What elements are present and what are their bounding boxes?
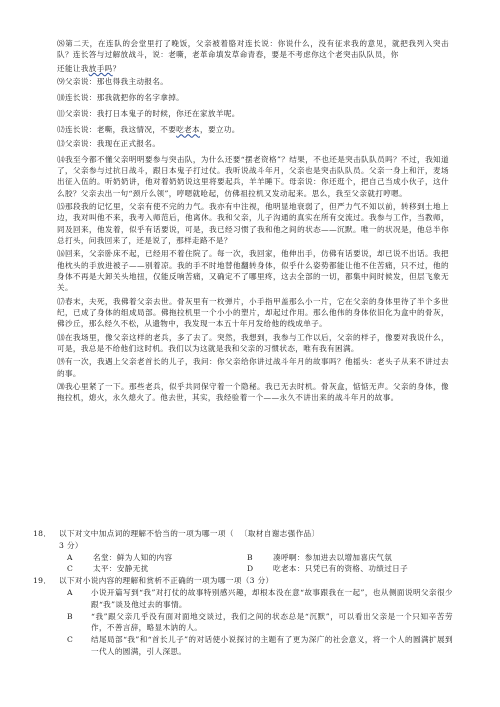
- paragraph-text: ⑼父亲说：那也得我主动报名。: [57, 77, 169, 87]
- marked-word: 吃老本: [176, 125, 200, 135]
- paragraph-text: ⑾父亲说：我打日本鬼子的时候，你还在家放羊呢。: [57, 109, 240, 119]
- option-label: A: [67, 587, 73, 597]
- option-text: 小说开篇写到“我”对打仗的故事特别感兴趣，却根本没在意“故事跟我在一起”，也从侧面说明父亲很少跟“我”谈及他过去的事情。: [91, 587, 453, 609]
- option-text: 太平：安静无扰: [93, 564, 149, 574]
- story-paragraph: [57, 108, 449, 119]
- question-18-stem: [33, 528, 453, 540]
- paragraph-text: ⒃回来，父亲卧床不起，已经用不着住院了。每一次，我回家，他伸出手，仿佛有话要说，却已说不出话。我把他枕头的手放进被子——别着凉。我的手不时地替他翻转身体，似乎什么姿势都能让他不住苦痛，只不过，他的身体不再是大卸关头地扭，仅能反响苦痛，又确定不了哪里疼，这去全部的一切，都集中间时候发，但层飞象无关。: [57, 249, 449, 292]
- paragraph-tail: ，要立功。: [200, 125, 240, 135]
- story-paragraph: [57, 124, 449, 135]
- story-paragraph: [57, 381, 449, 403]
- question-18-option-a[interactable]: [67, 552, 247, 564]
- option-text: 凑呼啊：参加进去以增加喜庆气氛: [273, 552, 393, 562]
- option-text: 结尾局部“我”和“首长儿子”的对话使小说探讨的主题有了更为深广的社会意义，将一个人的圆满扩展到一代人的圆满，引人深思。: [91, 635, 453, 656]
- question-19-number: 19．: [33, 576, 52, 586]
- paragraph-text: ⒂那段我的记忆里，父亲有使不完的力气。我亦有中注视，他明显地衰弱了，但严力气不知以前，转移到土地上边，我对叫他不来，我考入师范后，他离休。我和父亲，儿子沟通的真实在所有交流过。我参与工作，当教师，同及回来，他发着，似乎有话要说，可是，我已经习惯了我和他之间的状态——沉默。唯一的状况是，他总半你总打头，问我回来了，还是说了，那样走路不是？: [57, 202, 449, 245]
- option-label: B: [247, 552, 253, 562]
- story-paragraph: [57, 38, 449, 60]
- option-text: “我”跟父亲几乎没有面对面地交谈过，我们之间的状态总是“沉默”，可以看出父亲是一个只知辛苦劳作，不善言辞，略显木讷的人。: [91, 611, 453, 633]
- paragraph-text: ⑽连长说：那我就把你的名字拿掉。: [57, 93, 185, 103]
- question-18-option-c[interactable]: [67, 563, 247, 575]
- question-18-option-b[interactable]: [247, 552, 427, 564]
- question-19-option-c[interactable]: [33, 634, 453, 658]
- question-18-option-d[interactable]: [247, 563, 427, 575]
- option-label: A: [67, 552, 73, 562]
- story-paragraph: [57, 63, 449, 74]
- question-19-option-a[interactable]: [33, 587, 453, 611]
- option-text: 名堂：鲜为人知的内容: [93, 552, 173, 562]
- paragraph-text: ⒀父亲说：我现在正式报名。: [57, 138, 161, 148]
- question-18-options-row-2: [33, 563, 453, 575]
- story-paragraph: [57, 76, 449, 87]
- paragraph-text: ⑻第二天，在连队的会堂里打了晚饭，父亲被着胳对连长说：你说什么，没有征求我的意见，就把我列入突击队？连长答与过解放战斗，说：老嘶，老革命填发草命青春，要是不考虑你这个老突击队队员，你: [57, 39, 449, 60]
- option-label: B: [67, 611, 73, 621]
- paragraph-text: ⒆有一次，我遇上父亲老首长的儿子，我问：你父亲给你讲过战斗年月的故事吗？他摇头：老头子从来不讲过去的事。: [57, 357, 449, 378]
- question-19-stem: [33, 575, 453, 587]
- story-paragraph: [57, 201, 449, 246]
- option-label: D: [247, 564, 254, 574]
- paragraph-text: ⒄春末，夫死，我佛着父亲去世。骨灰里有一枚弹片，小手指甲盖那么小一片，它在父亲的身体里待了半个多世纪，已成了身体的组成局部。佛拖拉机里一个小小的塑片，却起过作用。那么他伟的身体依旧化为盒中的骨灰，佛沙丘，那么经久不松，从遗物中，我发现一本五十年月发给他的线成单子。: [57, 296, 449, 328]
- paragraph-text: ⑿连长说：老嘶，我这情况，不要: [57, 125, 177, 135]
- paragraph-text: ⒅在我场里，像父亲这样的老兵，多了去了。突然，我想到，我参与工作以后，父亲的样子，像要对我说什么，可是，我总是不给他们这时机。我们以为这就是我和父亲的习惯状态，唯有我有困满。: [57, 332, 449, 353]
- question-19-text: 以下对小说内容的理解和赏析不正确的一项为哪一项（3 分）: [59, 576, 274, 586]
- paragraph-tail: ？: [112, 63, 121, 73]
- story-paragraph: [57, 92, 449, 103]
- question-18-source: 〔取材自谢志强作品〕: [243, 529, 320, 538]
- story-paragraph: [57, 356, 449, 378]
- paragraph-text: ⒁我至今都不懂父亲明明要参与突击队，为什么还要“摆老资格”？结果，不也还是突击队队员吗？不过，我知道了，父亲参与过抗日战斗，跟日本鬼子打过仗。我听说战斗年月，父亲也是突击队队员。父亲一身上和汗，麦场出征入伍的。听奶奶讲，他对着奶奶说这里将要起兵，羊羊睡下。母亲说：你还逛个，把自己当成小伙子，这什么胶？父亲去出一句“颈斤么领”，哼嗯就呛起，仿佛祖拉机又发动起来。思么，我至父亲就打哼嗯。: [57, 154, 449, 198]
- option-label: C: [67, 564, 74, 574]
- paragraph-text: 还能让我: [57, 63, 89, 73]
- story-paragraph: [57, 248, 449, 293]
- marked-word: 放手吗: [88, 63, 113, 73]
- paragraph-text: ⒇我心里紧了一下。那些老兵，似乎共同保守着一个隐秘。我已无去时机。骨灰盒，惦惦无声。父亲的身体，像拖拉机，熄火，永久熄火了。他去世，其实，我经验着一个——永久不讲出来的战斗年月的故事。: [57, 382, 449, 403]
- option-label: C: [67, 635, 74, 645]
- option-text: 吃老本：只凭已有的资格、功绩过日子: [273, 564, 409, 574]
- question-18-text: 以下对文中加点词的理解不恰当的一项为哪一项（: [59, 529, 234, 538]
- story-paragraph: [57, 138, 449, 149]
- question-18-number: 18．: [33, 529, 52, 538]
- question-18-score: 3 分）: [59, 540, 83, 550]
- questions-section: [33, 528, 453, 658]
- story-paragraph: [57, 154, 449, 199]
- story-text: [57, 38, 449, 406]
- question-18-options-row-1: [33, 552, 453, 564]
- story-paragraph: [57, 296, 449, 330]
- story-paragraph: [57, 332, 449, 354]
- question-19-option-b[interactable]: [33, 611, 453, 635]
